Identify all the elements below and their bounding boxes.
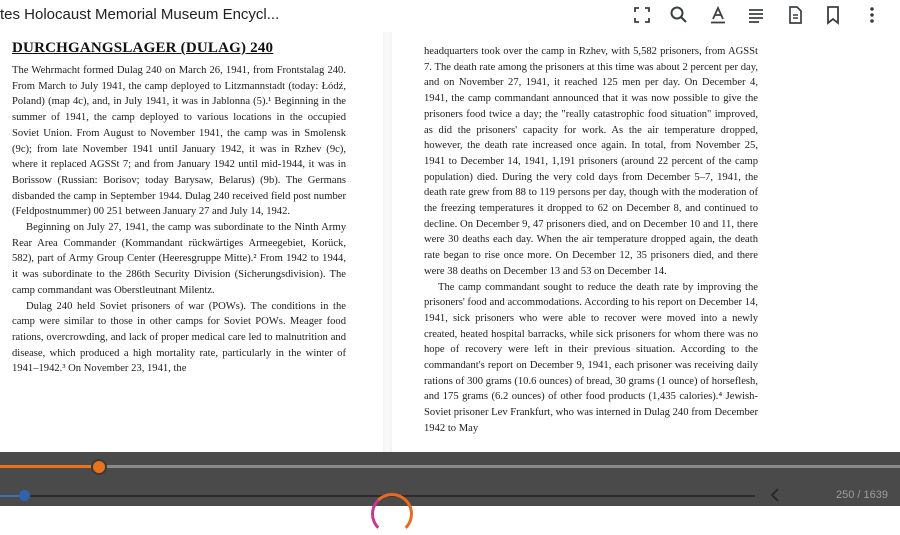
right-column-text: [424, 44, 758, 437]
volume-track[interactable]: [0, 495, 755, 497]
left-column-text: [12, 63, 346, 377]
document-icon[interactable]: [783, 3, 807, 27]
chevron-left-icon: [768, 487, 782, 503]
paragraph: Beginning on July 27, 1941, the camp was subordinate to the Ninth Army Rear Area Commander (Kommandant rückwärtiges Armeegebiet, Korück, 582), part of Army Group Center (Heeresgruppe Mitte).² From 1942 to 1944, it was subordinate to the 286th Security Division (Sicherungsdivision). The camp commandant was Oberstleutnant Milentz.: [12, 222, 346, 296]
align-icon[interactable]: [744, 3, 768, 27]
page-indicator: 250 / 1639: [836, 489, 888, 501]
top-toolbar: [0, 0, 900, 30]
media-control-bar: [0, 452, 900, 506]
progress-track[interactable]: [0, 465, 900, 468]
window-title: tes Holocaust Memorial Museum Encycl...: [0, 6, 280, 23]
close-icon[interactable]: [890, 3, 900, 27]
more-vert-icon[interactable]: [860, 3, 884, 27]
fullscreen-icon[interactable]: [630, 3, 654, 27]
paragraph: The camp commandant sought to reduce the death rate by improving the prisoners' food and accommodations. According to his report on December 14, 1941, sick prisoners who were able to recover were moved into a newly created, heated hospital barracks, while sick prisoners for whom there was no hope of recovery were left in their previous situation. According to the commandant's report on December 9, 1941, each prisoner was receiving daily rations of 300 grams (10.6 ounces) of bread, 30 grams (1 ounce) of horseflesh, and 175 grams (6.2 ounces) of other food products (1,435 calories).⁴ Jewish-Soviet prisoner Lev Frankfurt, who was interned in Dulag 240 from December 1942 to May: [424, 281, 758, 434]
loading-spinner-icon: [371, 493, 413, 535]
bookmark-icon[interactable]: [821, 3, 845, 27]
paragraph: Dulag 240 held Soviet prisoners of war (POWs). The conditions in the camp were similar to those in other camps for Soviet POWs. Meager food rations, overcrowding, and lack of proper medical care led to malnutrition and disease, which produced a high mortality rate, particularly in the winter of 1941–1942.³ On November 23, 1941, the: [12, 300, 346, 375]
paragraph: headquarters took over the camp in Rzhev, with 5,582 prisoners, from AGSSt 7. The death rate among the prisoners at this time was about 2 percent per day, and on November 27, 1941, it reached 125 men per day. On December 4, 1941, the camp commandant announced that it was now possible to give the prisoners food twice a day; the "really catastrophic food situation" improved, as did the prisoners' capacity for work. As the air temperature dropped, however, the death rate increased once again. In total, from November 25, 1941 to December 14, 1941, 1,191 prisoners (around 22 percent of the camp population) died. During the very cold days from December 5–7, 1941, the death rate grew from 88 to 119 persons per day, though with the moderation of the freezing temperatures it dropped to 62 on December 8, and continued to decline. On December 9, 47 prisoners died, and on December 10 and 11, there were 30 deaths each day. When the air temperature dropped again, the death rate began to rise once more. On December 12, 35 prisoners died, and there were 38 deaths on December 13 and 53 on December 14.: [424, 46, 758, 277]
text-format-icon[interactable]: [706, 3, 730, 27]
progress-handle[interactable]: [91, 459, 107, 475]
previous-page-button[interactable]: [768, 487, 782, 503]
search-icon[interactable]: [667, 3, 691, 27]
paragraph: The Wehrmacht formed Dulag 240 on March 26, 1941, from Frontstalag 240. From March to July 1941, the camp deployed to Litzmannstadt (today: Łódź, Poland) (map 4c), and, in July 1941, it was in Jablonna (5).¹ Beginning in the summer of 1941, the camp deployed to various locations in the occupied Soviet Union. From August to November 1941, the camp was in Smolensk (9c); from late November 1941 until January 1942, it was in Rzhev (9c), where it replaced AGSSt 7; and from January 1942 until mid-1944, it was in Borissow (Russian: Borisov; today Barysaw, Belarus) (9b). The Germans disbanded the camp in September 1944. Dulag 240 received field post number (Feldpostnummer) 00 251 between January 27 and July 14, 1942.: [12, 65, 346, 218]
page-gutter: [383, 32, 392, 452]
article-heading: DURCHGANGSLAGER (DULAG) 240: [12, 40, 274, 56]
progress-fill: [0, 465, 98, 468]
